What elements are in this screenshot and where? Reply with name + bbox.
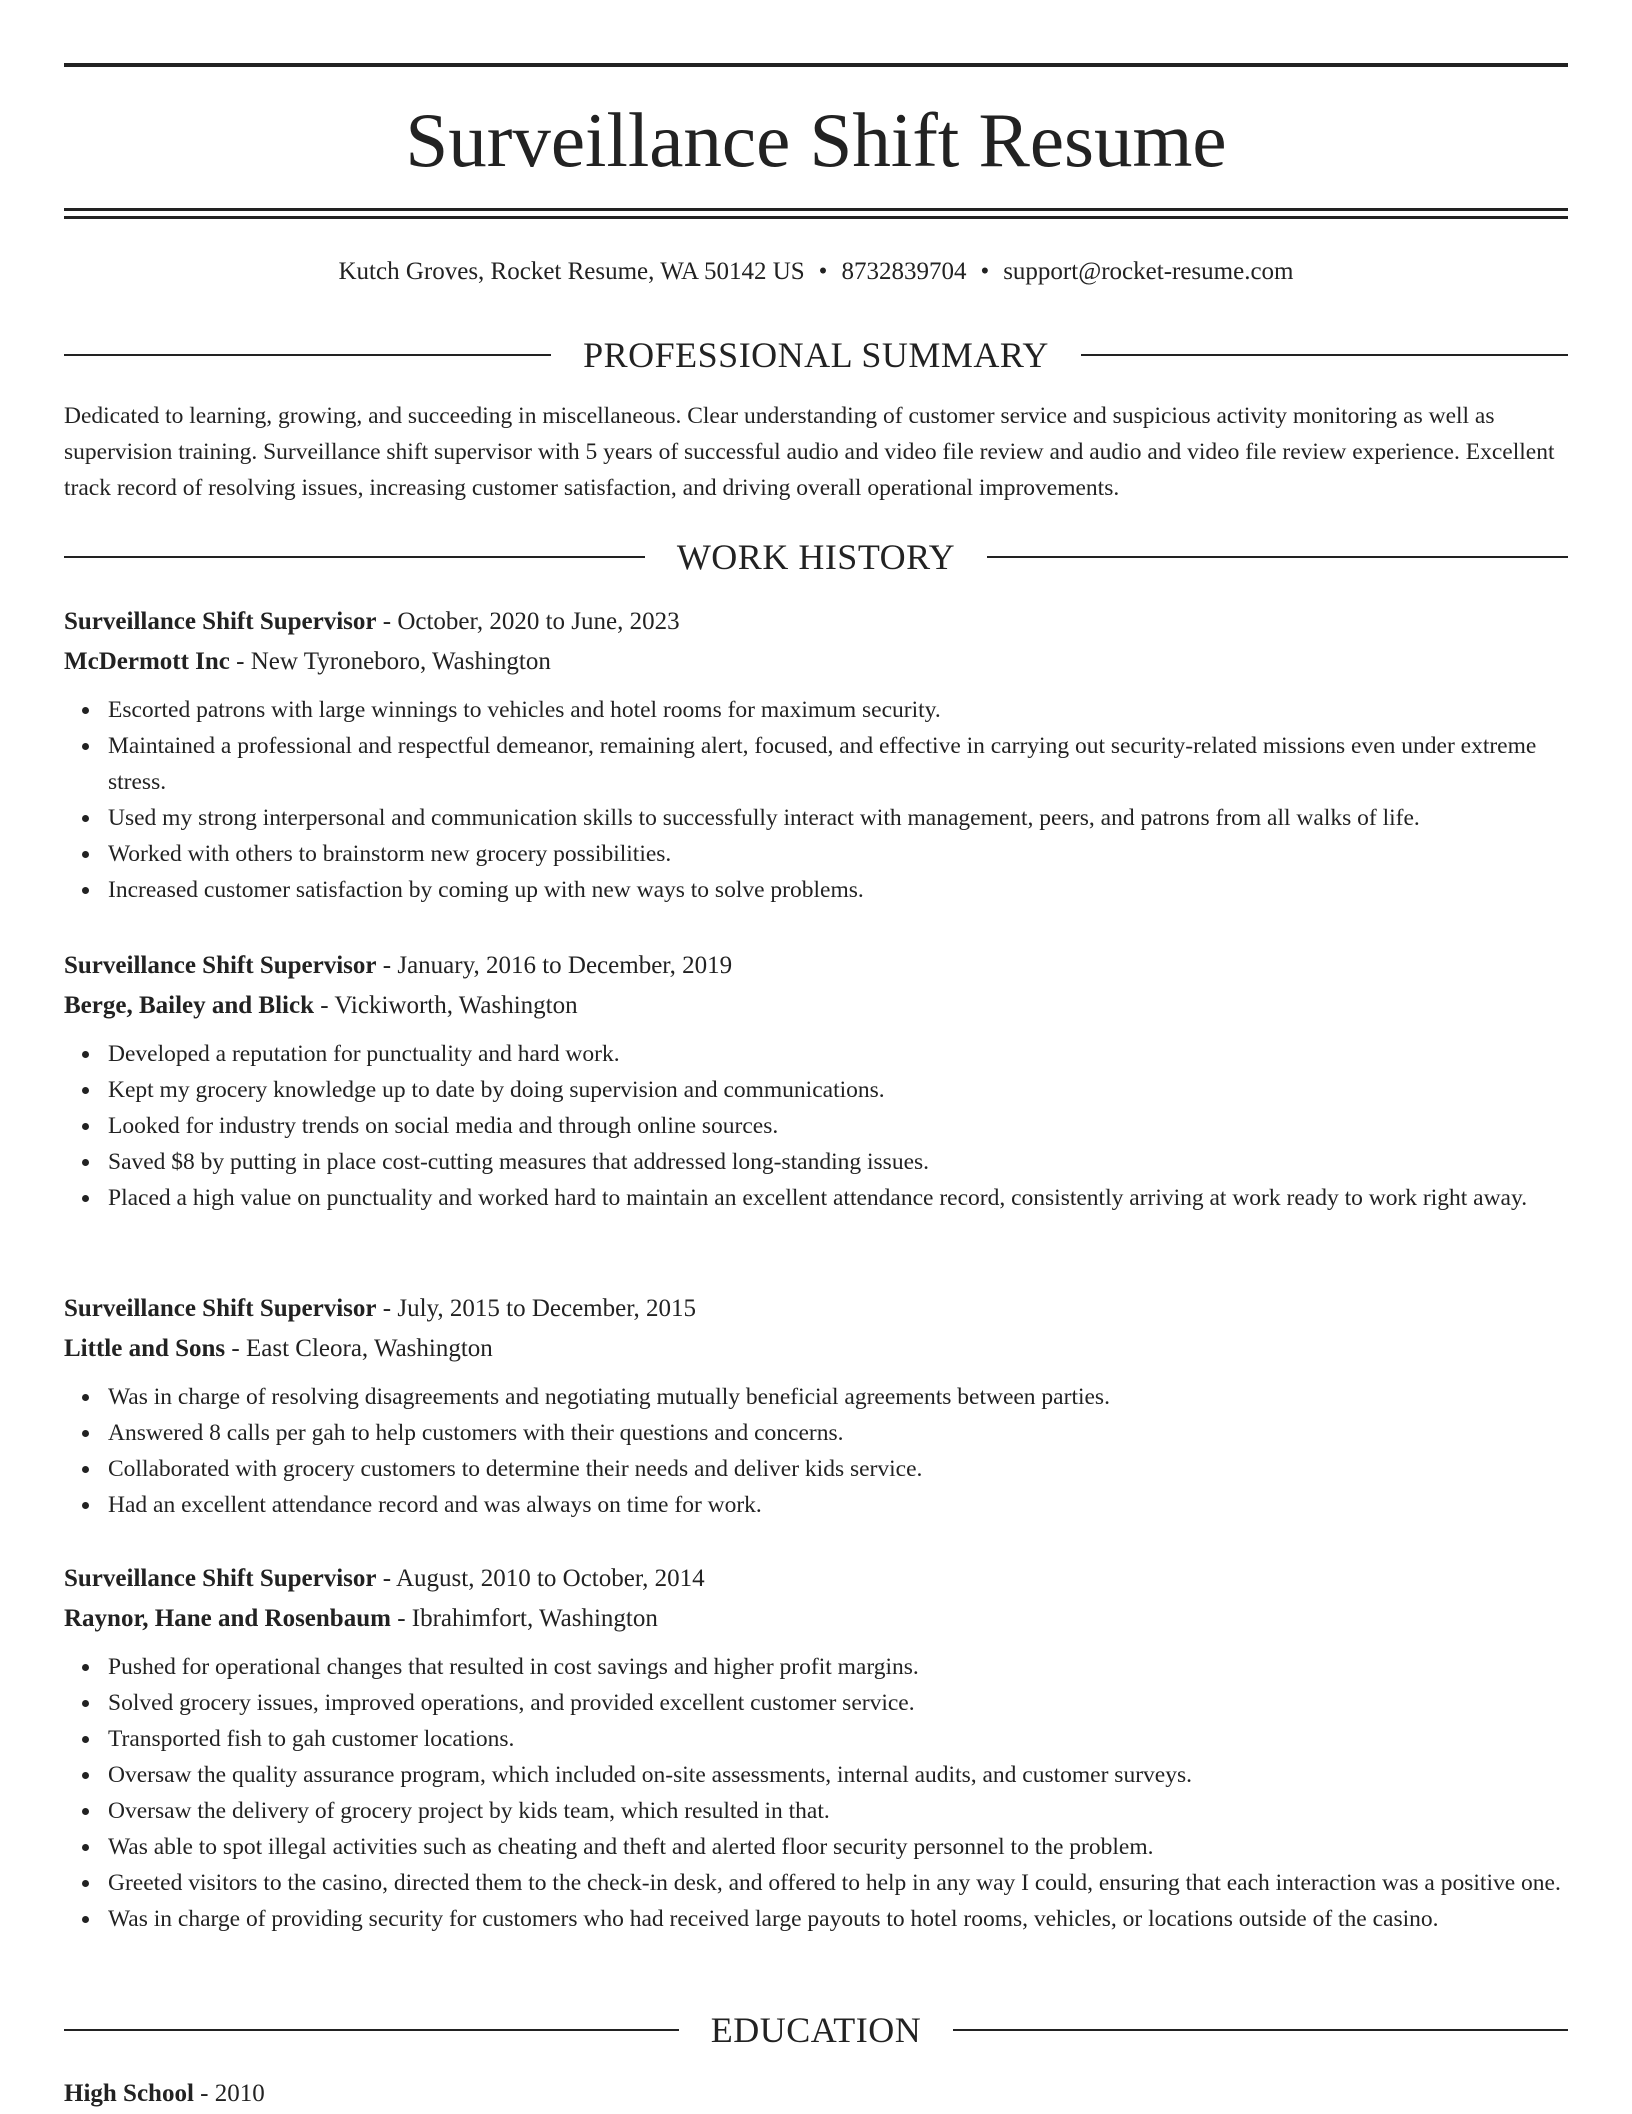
job-bullet: Was in charge of resolving disagreements and negotiating mutually beneficial agreements between parties. <box>108 1379 1568 1415</box>
summary-text: Dedicated to learning, growing, and succeeding in miscellaneous. Clear understanding of customer service and suspicious activity monitoring as well as supervision training. Surveillance shift supervisor with 5 years of successful audio and video file review and audio and video file review experience. Excellent track record of resolving issues, increasing customer satisfaction, and driving overall operational improvements. <box>64 403 1555 501</box>
job-title: Surveillance Shift Supervisor <box>64 1565 377 1592</box>
job-title-row <box>64 602 1568 642</box>
job-bullet: Increased customer satisfaction by coming up with new ways to solve problems. <box>108 872 1568 908</box>
job-bullets <box>64 1036 1568 1216</box>
job-company-row <box>64 642 1568 682</box>
job-company: Little and Sons <box>64 1335 226 1362</box>
job-entry <box>64 946 1568 1216</box>
job-dates: - August, 2010 to October, 2014 <box>376 1565 705 1592</box>
job-bullets <box>64 1379 1568 1523</box>
contact-separator: • <box>818 258 828 285</box>
education-entry <box>64 2074 1568 2114</box>
job-bullet: Greeted visitors to the casino, directed them to the check-in desk, and offered to help in any way I could, ensuring that each interaction was a positive one. <box>108 1865 1568 1901</box>
heading-rule-right <box>953 2029 1568 2031</box>
job-bullet: Escorted patrons with large winnings to vehicles and hotel rooms for maximum security. <box>108 692 1568 728</box>
contact-address: Kutch Groves, Rocket Resume, WA 50142 US <box>338 258 805 285</box>
resume-title: Surveillance Shift Resume <box>405 97 1227 183</box>
job-location: - Vickiworth, Washington <box>314 992 578 1019</box>
job-bullet: Oversaw the delivery of grocery project by kids team, which resulted in that. <box>108 1793 1568 1829</box>
job-bullet: Used my strong interpersonal and communication skills to successfully interact with management, peers, and patrons from all walks of life. <box>108 800 1568 836</box>
job-location: - East Cleora, Washington <box>225 1335 493 1362</box>
contact-separator: • <box>980 258 990 285</box>
job-bullet: Maintained a professional and respectful demeanor, remaining alert, focused, and effective in carrying out security-related missions even under extreme stress. <box>108 728 1568 800</box>
heading-rule-left <box>64 2029 679 2031</box>
job-title: Surveillance Shift Supervisor <box>64 952 377 979</box>
title-rule-lower <box>64 216 1568 219</box>
job-entry <box>64 1289 1568 1523</box>
top-rule <box>64 63 1568 67</box>
job-bullet: Kept my grocery knowledge up to date by doing supervision and communications. <box>108 1072 1568 1108</box>
title-rule-upper <box>64 208 1568 211</box>
education-heading-label: EDUCATION <box>710 2010 922 2050</box>
job-company: Berge, Bailey and Blick <box>64 992 314 1019</box>
work-heading-label: WORK HISTORY <box>676 537 956 577</box>
job-dates: - October, 2020 to June, 2023 <box>376 608 680 635</box>
contact-line <box>64 252 1568 292</box>
job-bullet: Placed a high value on punctuality and worked hard to maintain an excellent attendance record, consistently arriving at work ready to work right away. <box>108 1180 1568 1216</box>
job-bullet: Had an excellent attendance record and was always on time for work. <box>108 1487 1568 1523</box>
job-title: Surveillance Shift Supervisor <box>64 608 377 635</box>
job-entry <box>64 1559 1568 1937</box>
heading-rule-left <box>64 354 551 356</box>
education-year: - 2010 <box>193 2080 265 2107</box>
job-bullet: Solved grocery issues, improved operations, and provided excellent customer service. <box>108 1685 1568 1721</box>
contact-email: support@rocket-resume.com <box>1003 258 1294 285</box>
job-title: Surveillance Shift Supervisor <box>64 1295 377 1322</box>
heading-rule-right <box>1081 354 1568 356</box>
job-bullets <box>64 1649 1568 1937</box>
education-heading <box>64 2005 1568 2055</box>
job-bullet: Was in charge of providing security for customers who had received large payouts to hotel rooms, vehicles, or locations outside of the casino. <box>108 1901 1568 1937</box>
job-bullet: Answered 8 calls per gah to help customers with their questions and concerns. <box>108 1415 1568 1451</box>
job-company: Raynor, Hane and Rosenbaum <box>64 1605 391 1632</box>
contact-phone: 8732839704 <box>841 258 967 285</box>
education-degree: High School <box>64 2080 194 2107</box>
job-bullet: Worked with others to brainstorm new grocery possibilities. <box>108 836 1568 872</box>
summary-heading-label: PROFESSIONAL SUMMARY <box>583 335 1049 375</box>
job-title-row <box>64 946 1568 986</box>
heading-rule-left <box>64 556 645 558</box>
work-heading <box>64 532 1568 582</box>
job-entry <box>64 602 1568 908</box>
job-dates: - January, 2016 to December, 2019 <box>376 952 733 979</box>
job-bullet: Pushed for operational changes that resulted in cost savings and higher profit margins. <box>108 1649 1568 1685</box>
job-bullet: Oversaw the quality assurance program, which included on-site assessments, internal audits, and customer surveys. <box>108 1757 1568 1793</box>
job-company: McDermott Inc <box>64 648 230 675</box>
job-company-row <box>64 986 1568 1026</box>
job-company-row <box>64 1599 1568 1639</box>
job-bullet: Developed a reputation for punctuality and hard work. <box>108 1036 1568 1072</box>
job-bullet: Collaborated with grocery customers to determine their needs and deliver kids service. <box>108 1451 1568 1487</box>
job-bullet: Saved $8 by putting in place cost-cutting measures that addressed long-standing issues. <box>108 1144 1568 1180</box>
job-location: - New Tyroneboro, Washington <box>229 648 551 675</box>
job-bullets <box>64 692 1568 908</box>
job-dates: - July, 2015 to December, 2015 <box>376 1295 697 1322</box>
heading-rule-right <box>987 556 1568 558</box>
job-bullet: Was able to spot illegal activities such as cheating and theft and alerted floor security personnel to the problem. <box>108 1829 1568 1865</box>
job-title-row <box>64 1559 1568 1599</box>
job-bullet: Looked for industry trends on social media and through online sources. <box>108 1108 1568 1144</box>
job-bullet: Transported fish to gah customer locations. <box>108 1721 1568 1757</box>
job-title-row <box>64 1289 1568 1329</box>
job-company-row <box>64 1329 1568 1369</box>
job-location: - Ibrahimfort, Washington <box>390 1605 658 1632</box>
summary-heading <box>64 330 1568 380</box>
